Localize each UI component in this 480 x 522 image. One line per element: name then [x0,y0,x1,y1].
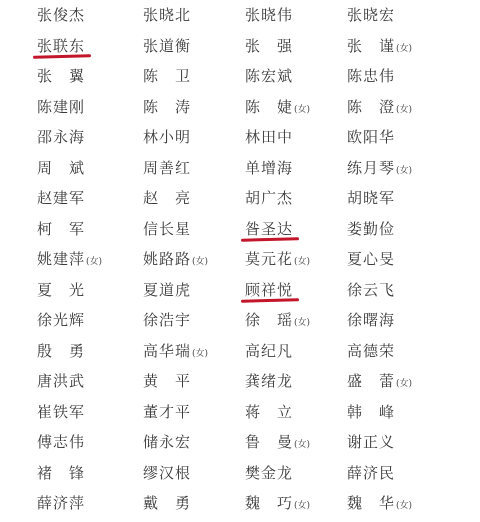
person-name [143,214,191,245]
name-cell [120,244,240,275]
person-name [347,122,395,153]
person-name-text: 陈 澄 [347,97,396,116]
female-mark: (女) [396,165,413,176]
person-name-text: 赵建军 [37,189,86,207]
name-cell [120,336,240,367]
name-cell [347,122,480,153]
name-cell [120,122,240,153]
person-name [347,366,395,397]
person-name-text: 殷 勇 [37,341,86,360]
name-cell [240,275,360,306]
name-cell [120,214,240,245]
person-name [143,366,191,397]
person-name [245,427,293,458]
name-cell [0,397,120,428]
person-name-text: 姚建萍 [37,250,86,268]
name-cell [0,122,120,153]
name-cell [0,214,120,245]
name-cell [240,153,360,184]
female-mark: (女) [86,257,103,267]
name-cell [0,31,120,62]
person-name [143,31,191,62]
person-name [143,244,191,275]
person-name-text: 薛济萍 [37,494,86,512]
person-name-text: 陈 婕 [245,97,294,116]
person-name-text: 缪汉根 [143,463,192,482]
name-cell [240,31,360,62]
person-name-text: 姚路路 [143,250,192,268]
person-name-text: 陈宏斌 [245,67,294,85]
person-name [37,458,85,489]
name-cell [120,92,240,123]
name-cell [0,153,120,184]
person-name-text: 邵永海 [37,128,86,146]
person-name-text: 戴 勇 [143,494,192,512]
person-name [143,92,191,123]
person-name-text: 陈建刚 [37,97,86,116]
person-name [347,336,395,367]
name-cell [120,275,240,306]
name-cell [120,183,240,214]
person-name-text: 林小明 [143,128,192,146]
person-name-text: 韩 峰 [347,402,396,421]
person-name-text: 张 强 [245,36,294,55]
person-name [347,214,395,245]
person-name-text: 顾祥悦 [245,280,294,299]
person-name-text: 魏 巧 [245,494,294,512]
person-name-text: 单增海 [245,158,294,177]
person-name-text: 魏 华 [347,494,396,512]
person-name-text: 樊金龙 [245,463,294,482]
red-underline-mark [241,237,299,242]
person-name-text: 娄勤俭 [347,219,396,238]
person-name-text: 昝圣达 [245,219,294,238]
person-name [245,458,293,489]
person-name [37,92,85,123]
person-name [143,397,191,428]
person-name-text: 陈 卫 [143,67,192,85]
name-cell [120,0,240,31]
person-name-text: 练月琴 [347,158,396,177]
female-mark: (女) [396,379,413,389]
name-cell [347,92,480,123]
name-cell [0,61,120,92]
person-name [37,0,85,31]
name-cell [240,336,360,367]
person-name-text: 唐洪武 [37,372,86,390]
person-name-text: 陈 涛 [143,97,192,116]
person-name-text: 高德荣 [347,341,396,360]
person-name [37,31,85,62]
name-cell [347,397,480,428]
person-name [143,305,191,336]
female-mark: (女) [396,501,413,511]
name-cell [240,0,360,31]
female-mark: (女) [396,43,413,54]
person-name-text: 徐云飞 [347,280,396,299]
name-cell [0,0,120,31]
name-cell [347,458,480,489]
person-name [245,0,293,31]
name-cell [120,153,240,184]
person-name-text: 胡晓军 [347,189,396,207]
person-name [245,305,293,336]
person-name [143,61,191,92]
person-name-text: 周善红 [143,158,192,177]
person-name [245,244,293,275]
person-name [347,0,395,31]
person-name [347,153,395,184]
female-mark: (女) [192,348,209,359]
person-name-text: 张道衡 [143,36,192,55]
person-name [37,214,85,245]
person-name-text: 褚 锋 [37,463,86,482]
person-name-text: 欧阳华 [347,128,396,146]
name-cell [347,366,480,397]
person-name [245,31,293,62]
person-name-text: 黄 平 [143,372,192,390]
person-name-text: 崔铁军 [37,402,86,421]
person-name-text: 陈忠伟 [347,67,396,85]
name-cell [120,427,240,458]
name-cell [240,458,360,489]
person-name-text: 董才平 [143,402,192,421]
person-name [37,275,85,306]
name-cell [347,244,480,275]
red-underline-mark [241,298,299,303]
name-cell [240,122,360,153]
person-name [245,336,293,367]
person-name [143,458,191,489]
female-mark: (女) [294,440,311,450]
person-name [37,336,85,367]
name-cell [0,92,120,123]
person-name-text: 夏道虎 [143,280,192,299]
person-name [347,275,395,306]
name-cell [347,305,480,336]
name-cell [240,244,360,275]
person-name [37,305,85,336]
person-name [347,183,395,214]
person-name-text: 张晓北 [143,6,192,24]
name-cell [240,305,360,336]
person-name [245,92,293,123]
person-name [245,275,293,306]
person-name [245,61,293,92]
name-cell [120,31,240,62]
person-name [245,122,293,153]
person-name-text: 盛 蕾 [347,372,396,390]
person-name-text: 储永宏 [143,433,192,451]
name-cell [347,31,480,62]
female-mark: (女) [294,257,311,267]
name-cell [0,244,120,275]
person-name-text: 夏心旻 [347,250,396,268]
person-name [143,122,191,153]
female-mark: (女) [294,104,311,115]
person-name-text: 张晓伟 [245,6,294,24]
person-name-text: 谢正义 [347,433,396,451]
person-name [347,458,395,489]
red-underline-mark [33,54,91,59]
person-name-text: 高华瑞 [143,341,192,360]
person-name [37,61,85,92]
person-name [143,336,191,367]
name-cell [347,275,480,306]
person-name-text: 张 翼 [37,67,86,85]
person-name-text: 鲁 曼 [245,433,294,451]
name-cell [347,183,480,214]
name-cell [347,0,480,31]
person-name [37,153,85,184]
name-cell [347,214,480,245]
name-cell [120,366,240,397]
person-name-text: 张俊杰 [37,6,86,24]
person-name [245,183,293,214]
person-name-text: 徐曙海 [347,311,396,329]
female-mark: (女) [396,104,413,115]
person-name [245,366,293,397]
person-name-text: 傅志伟 [37,433,86,451]
person-name-text: 柯 军 [37,219,86,238]
name-cell [0,427,120,458]
person-name [143,427,191,458]
person-name-text: 张 谨 [347,36,396,55]
name-cell [0,458,120,489]
name-cell [347,153,480,184]
person-name [37,397,85,428]
person-name [37,244,85,275]
name-cell [347,427,480,458]
person-name-text: 莫元花 [245,250,294,268]
person-name [37,183,85,214]
person-name-text: 徐 瑶 [245,311,294,329]
person-name-text: 薛济民 [347,463,396,482]
person-name [347,244,395,275]
name-cell [240,427,360,458]
person-name-text: 赵 亮 [143,189,192,207]
person-name [245,397,293,428]
name-cell [120,61,240,92]
name-cell [240,397,360,428]
person-name [37,122,85,153]
person-name-text: 龚绪龙 [245,372,294,390]
person-name-text: 张晓宏 [347,6,396,24]
name-cell [347,61,480,92]
person-name [143,0,191,31]
person-name-text: 徐光辉 [37,311,86,329]
name-cell [240,92,360,123]
name-cell [0,275,120,306]
person-name-text: 胡广杰 [245,189,294,207]
person-name [347,61,395,92]
person-name-text: 张联东 [37,36,86,55]
female-mark: (女) [192,257,209,267]
person-name [143,275,191,306]
name-cell [240,366,360,397]
person-name [37,366,85,397]
person-name [143,153,191,184]
person-name [347,31,395,62]
female-mark: (女) [294,501,311,511]
name-cell [0,305,120,336]
name-cell [240,183,360,214]
person-name-text: 徐浩宇 [143,311,192,329]
person-name-text: 高纪凡 [245,341,294,360]
person-name-text: 周 斌 [37,158,86,177]
name-cell [0,366,120,397]
name-cell [240,214,360,245]
person-name [245,153,293,184]
person-name [245,214,293,245]
person-name [347,92,395,123]
person-name [347,305,395,336]
name-cell [240,61,360,92]
name-cell [0,336,120,367]
person-name [347,397,395,428]
person-name-text: 信长星 [143,219,192,238]
person-name-text: 林田中 [245,128,294,146]
name-cell [120,397,240,428]
person-name [347,427,395,458]
name-cell [120,305,240,336]
person-name-text: 蒋 立 [245,402,294,421]
name-cell [347,336,480,367]
name-cell [0,183,120,214]
female-mark: (女) [294,318,311,328]
person-name [143,183,191,214]
person-name [37,427,85,458]
person-name-text: 夏 光 [37,280,86,299]
name-cell [120,458,240,489]
